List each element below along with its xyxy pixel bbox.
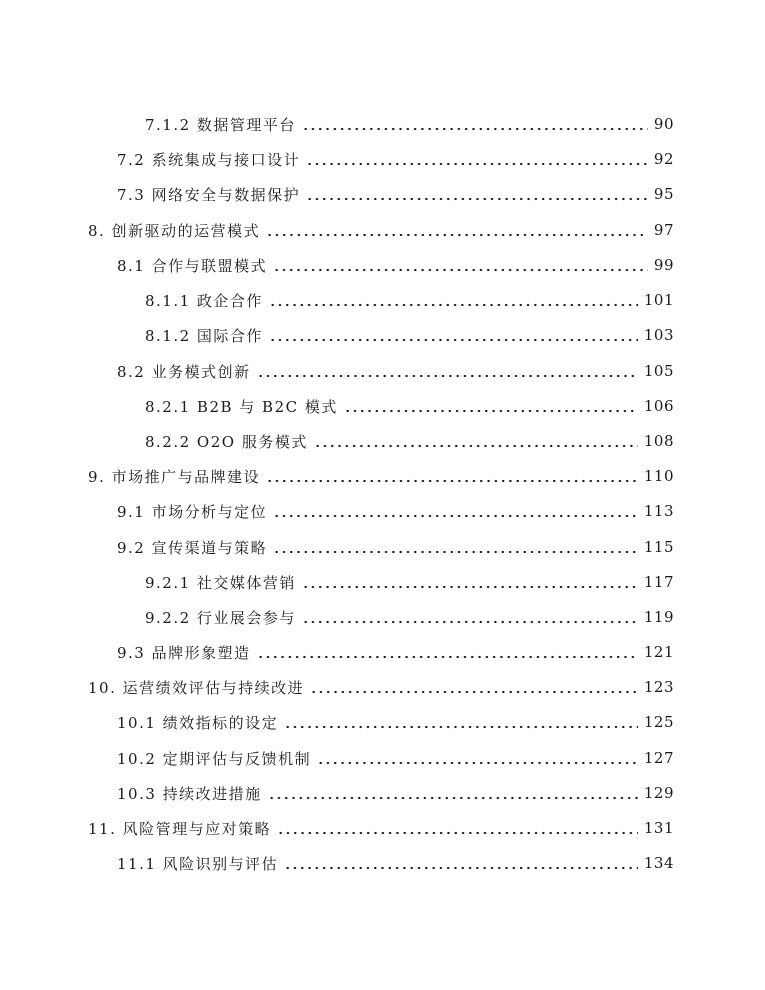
toc-dot-leader — [273, 500, 638, 522]
toc-entry-title: 10.2 定期评估与反馈机制 — [117, 749, 312, 768]
toc-entry-title: 10. 运营绩效评估与持续改进 — [88, 678, 305, 697]
toc-page-number: 131 — [643, 819, 674, 837]
toc-dot-leader — [266, 219, 648, 241]
toc-dot-leader — [302, 113, 648, 135]
toc-entry[interactable] — [145, 430, 674, 452]
toc-dot-leader — [306, 148, 648, 170]
toc-entry-title: 7.3 网络安全与数据保护 — [117, 185, 301, 204]
toc-entry-title: 9.2 宣传渠道与策略 — [117, 538, 268, 557]
toc-entry-title: 10.3 持续改进措施 — [117, 784, 262, 803]
toc-dot-leader — [257, 641, 638, 663]
toc-dot-leader — [314, 430, 638, 452]
toc-entry-title: 8.2.1 B2B 与 B2C 模式 — [145, 397, 338, 416]
toc-entry[interactable] — [117, 148, 674, 170]
toc-entry[interactable] — [145, 571, 674, 593]
toc-dot-leader — [344, 395, 638, 417]
toc-page-number: 123 — [643, 678, 674, 696]
toc-page-number: 113 — [643, 502, 674, 520]
toc-entry[interactable] — [117, 641, 674, 663]
toc-entry[interactable] — [117, 254, 674, 276]
toc-entry[interactable] — [88, 817, 674, 839]
toc-page-number: 127 — [643, 749, 674, 767]
toc-entry[interactable] — [145, 395, 674, 417]
toc-page-number: 103 — [643, 326, 674, 344]
toc-entry-title: 8. 创新驱动的运营模式 — [88, 221, 261, 240]
toc-dot-leader — [273, 536, 638, 558]
toc-page-number: 108 — [643, 432, 674, 450]
toc-entry-title: 11. 风险管理与应对策略 — [88, 819, 272, 838]
toc-entry-title: 8.1 合作与联盟模式 — [117, 256, 268, 275]
toc-dot-leader — [269, 324, 638, 346]
toc-page-number: 129 — [643, 784, 674, 802]
toc-dot-leader — [269, 289, 638, 311]
toc-page-number: 134 — [643, 854, 674, 872]
toc-dot-leader — [277, 817, 638, 839]
toc-page-number: 99 — [653, 256, 674, 274]
toc-dot-leader — [268, 782, 638, 804]
toc-page-number: 92 — [653, 150, 674, 168]
toc-entry[interactable] — [117, 852, 674, 874]
toc-dot-leader — [284, 852, 638, 874]
toc-entry-title: 9. 市场推广与品牌建设 — [88, 467, 261, 486]
toc-dot-leader — [317, 747, 638, 769]
toc-entry-title: 8.1.2 国际合作 — [145, 326, 263, 345]
toc-page-number: 121 — [643, 643, 674, 661]
toc-entry-title: 11.1 风险识别与评估 — [117, 854, 279, 873]
toc-entry-title: 7.2 系统集成与接口设计 — [117, 150, 301, 169]
toc-page-number: 97 — [653, 221, 674, 239]
toc-page-number: 90 — [653, 115, 674, 133]
toc-dot-leader — [257, 360, 638, 382]
toc-page-number: 95 — [653, 185, 674, 203]
toc-entry-title: 9.2.1 社交媒体营销 — [145, 573, 296, 592]
toc-entry-title: 8.1.1 政企合作 — [145, 291, 263, 310]
toc-entry[interactable] — [145, 606, 674, 628]
toc-entry[interactable] — [117, 747, 674, 769]
toc-entry[interactable] — [117, 500, 674, 522]
toc-entry[interactable] — [145, 324, 674, 346]
toc-page-number: 106 — [643, 397, 674, 415]
toc-entry[interactable] — [145, 113, 674, 135]
toc-entry[interactable] — [117, 536, 674, 558]
toc-dot-leader — [273, 254, 648, 276]
toc-entry[interactable] — [117, 183, 674, 205]
toc-dot-leader — [284, 711, 638, 733]
toc-entry-title: 9.1 市场分析与定位 — [117, 502, 268, 521]
toc-page-number: 105 — [643, 362, 674, 380]
toc-entry[interactable] — [88, 465, 674, 487]
toc-dot-leader — [310, 676, 638, 698]
toc-entry-title: 9.2.2 行业展会参与 — [145, 608, 296, 627]
toc-entry[interactable] — [145, 289, 674, 311]
toc-entry-title: 10.1 绩效指标的设定 — [117, 713, 279, 732]
toc-entry-title: 8.2 业务模式创新 — [117, 362, 251, 381]
toc-page-number: 110 — [643, 467, 674, 485]
toc-entry[interactable] — [117, 782, 674, 804]
toc-page-number: 115 — [643, 538, 674, 556]
toc-page-number: 125 — [643, 713, 674, 731]
toc-entry-title: 7.1.2 数据管理平台 — [145, 115, 296, 134]
toc-entry-title: 8.2.2 O2O 服务模式 — [145, 432, 308, 451]
toc-page-number: 101 — [643, 291, 674, 309]
toc-entry[interactable] — [117, 360, 674, 382]
toc-dot-leader — [302, 571, 638, 593]
toc-dot-leader — [306, 183, 648, 205]
toc-page-number: 119 — [643, 608, 674, 626]
toc-dot-leader — [302, 606, 638, 628]
toc-entry-title: 9.3 品牌形象塑造 — [117, 643, 251, 662]
toc-entry[interactable] — [88, 676, 674, 698]
toc-entry[interactable] — [117, 711, 674, 733]
toc-entry[interactable] — [88, 219, 674, 241]
toc-dot-leader — [266, 465, 638, 487]
toc-page-number: 117 — [643, 573, 674, 591]
